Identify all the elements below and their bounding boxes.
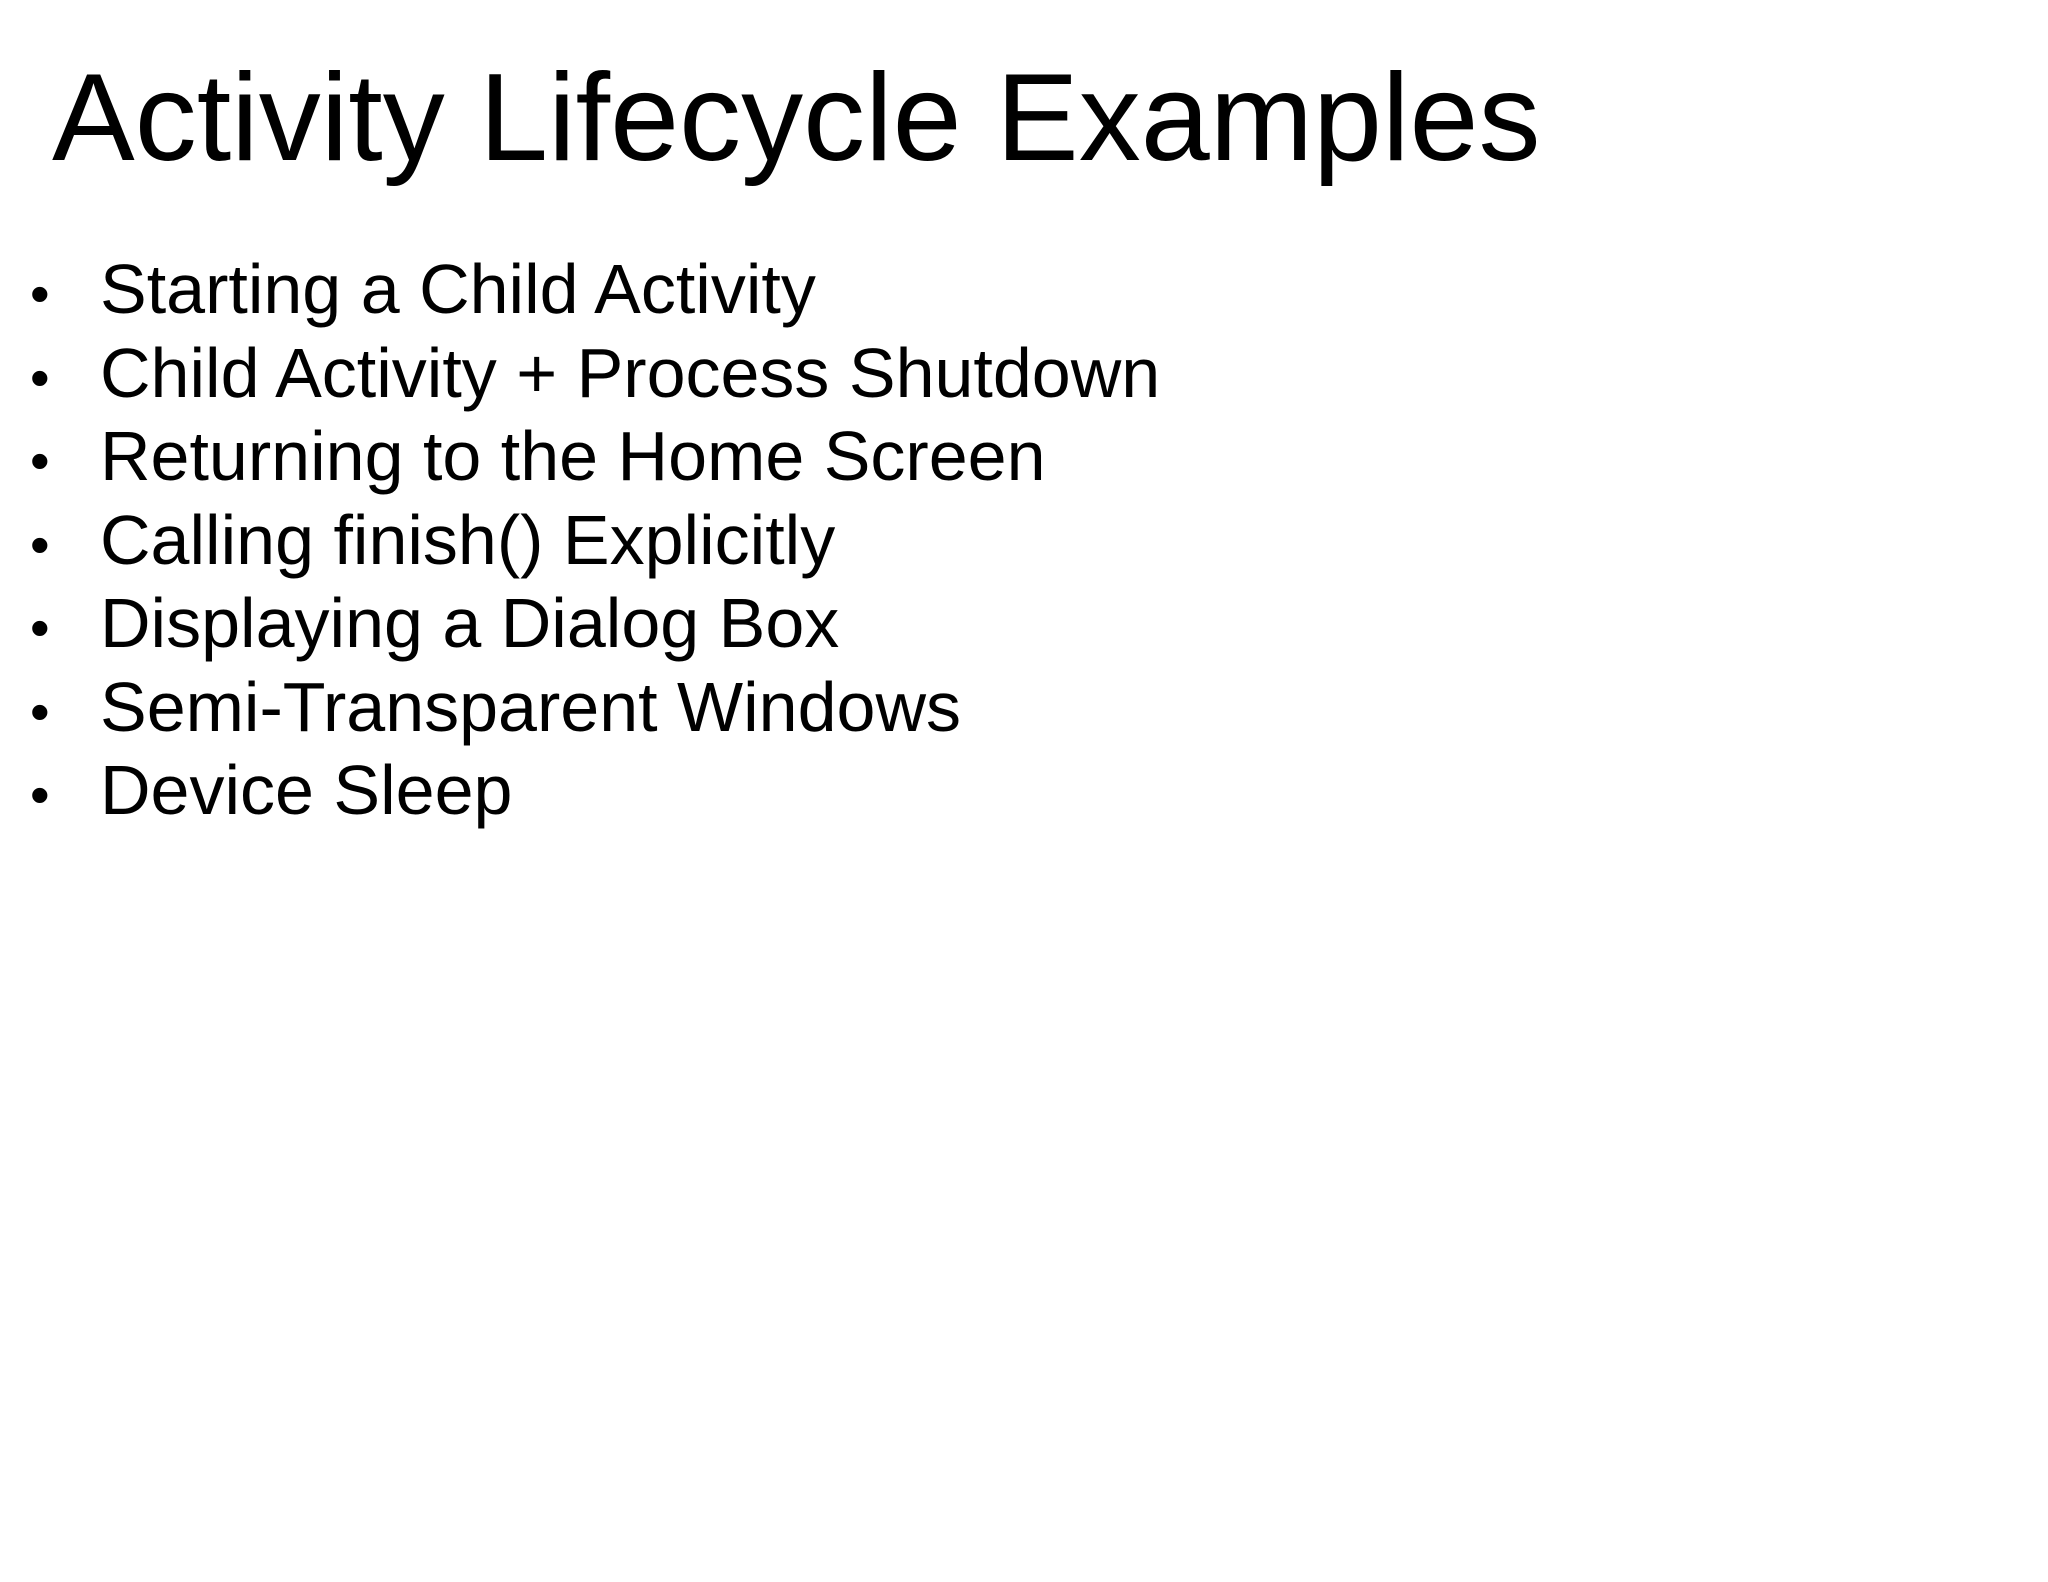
list-item-text: Semi-Transparent Windows	[100, 667, 962, 746]
bullet-icon: •	[30, 262, 50, 325]
bullet-icon: •	[30, 512, 50, 576]
list-item	[30, 666, 1160, 750]
list-item-text: Returning to the Home Screen	[100, 417, 1046, 495]
list-item-text: Child Activity + Process Shutdown	[100, 333, 1161, 412]
list-item-text: Device Sleep	[100, 751, 513, 829]
list-item	[30, 582, 1160, 666]
list-item	[30, 248, 1160, 332]
list-item-text: Displaying a Dialog Box	[100, 584, 840, 662]
bullet-icon: •	[30, 345, 50, 409]
list-item	[30, 415, 1160, 499]
list-item	[30, 499, 1160, 583]
slide-title: Activity Lifecycle Examples	[52, 49, 1541, 187]
list-item	[30, 749, 1160, 833]
bullet-icon: •	[30, 763, 50, 826]
bullet-icon: •	[30, 429, 50, 492]
list-item-text: Starting a Child Activity	[100, 250, 816, 328]
bullet-list	[30, 248, 1160, 833]
bullet-icon: •	[30, 596, 50, 659]
bullet-icon: •	[30, 679, 50, 743]
list-item-text: Calling finish() Explicitly	[100, 500, 836, 579]
list-item	[30, 332, 1160, 416]
